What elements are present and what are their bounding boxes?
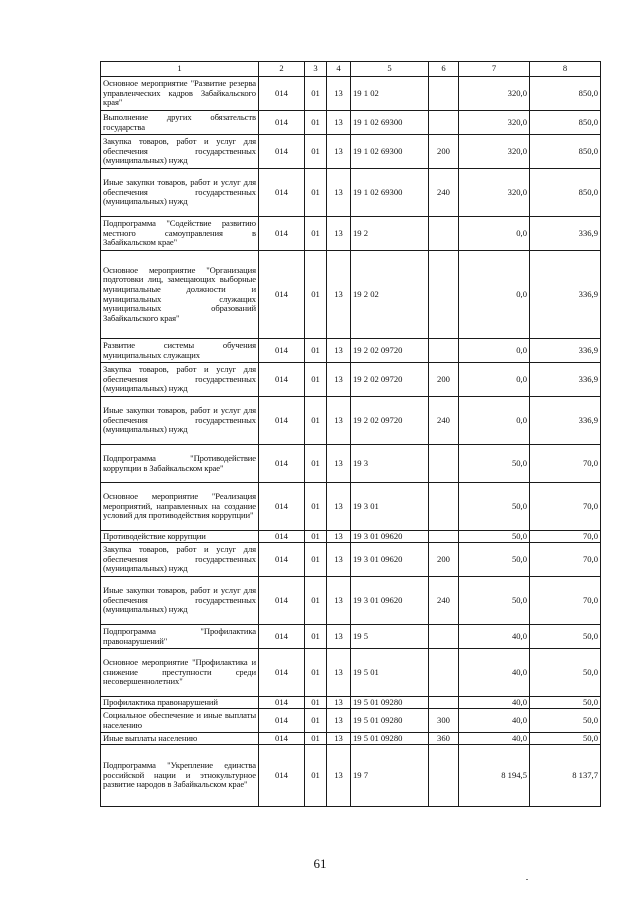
- row-section-cell: 01: [305, 135, 327, 169]
- row-amount-cell: 0,0: [459, 363, 530, 397]
- row-subsection-cell: 13: [327, 251, 351, 339]
- header-cell: 1: [101, 62, 259, 77]
- row-target-article-cell: 19 5 01 09280: [351, 733, 429, 745]
- row-amount-cell: 40,0: [459, 733, 530, 745]
- row-subsection-cell: 13: [327, 111, 351, 135]
- row-amount-cell: 40,0: [459, 709, 530, 733]
- row-section-cell: 01: [305, 697, 327, 709]
- row-expense-type-cell: 240: [429, 577, 459, 625]
- scan-speck: [526, 879, 528, 880]
- row-section-cell: 01: [305, 543, 327, 577]
- table-header-row: [101, 62, 601, 77]
- row-amount-cell: 50,0: [530, 697, 601, 709]
- table-row: [101, 77, 601, 111]
- row-name-cell: Закупка товаров, работ и услуг для обеспечения государственных (муниципальных) нужд: [101, 363, 259, 397]
- row-amount-cell: 50,0: [459, 543, 530, 577]
- row-code-cell: 014: [259, 77, 305, 111]
- row-expense-type-cell: 240: [429, 397, 459, 445]
- row-code-cell: 014: [259, 745, 305, 807]
- row-expense-type-cell: [429, 251, 459, 339]
- row-expense-type-cell: [429, 445, 459, 483]
- row-name-cell: Социальное обеспечение и иные выплаты населению: [101, 709, 259, 733]
- row-amount-cell: 0,0: [459, 251, 530, 339]
- row-target-article-cell: 19 2 02 09720: [351, 339, 429, 363]
- table-row: [101, 111, 601, 135]
- row-amount-cell: 8 194,5: [459, 745, 530, 807]
- row-amount-cell: 0,0: [459, 217, 530, 251]
- table-row: [101, 397, 601, 445]
- header-cell: 8: [530, 62, 601, 77]
- row-code-cell: 014: [259, 445, 305, 483]
- row-amount-cell: 40,0: [459, 625, 530, 649]
- row-name-cell: Профилактика правонарушений: [101, 697, 259, 709]
- row-code-cell: 014: [259, 577, 305, 625]
- row-amount-cell: 70,0: [530, 445, 601, 483]
- row-target-article-cell: 19 3 01 09620: [351, 577, 429, 625]
- row-section-cell: 01: [305, 397, 327, 445]
- row-code-cell: 014: [259, 363, 305, 397]
- row-expense-type-cell: 240: [429, 169, 459, 217]
- row-subsection-cell: 13: [327, 445, 351, 483]
- row-amount-cell: 850,0: [530, 111, 601, 135]
- row-code-cell: 014: [259, 397, 305, 445]
- row-amount-cell: 320,0: [459, 135, 530, 169]
- table-row: [101, 709, 601, 733]
- row-amount-cell: 50,0: [459, 445, 530, 483]
- row-subsection-cell: 13: [327, 169, 351, 217]
- row-amount-cell: 50,0: [530, 649, 601, 697]
- table-row: [101, 483, 601, 531]
- row-amount-cell: 320,0: [459, 111, 530, 135]
- row-expense-type-cell: [429, 111, 459, 135]
- row-section-cell: 01: [305, 709, 327, 733]
- row-amount-cell: 0,0: [459, 339, 530, 363]
- row-target-article-cell: 19 2 02: [351, 251, 429, 339]
- row-target-article-cell: 19 1 02: [351, 77, 429, 111]
- row-subsection-cell: 13: [327, 531, 351, 543]
- row-section-cell: 01: [305, 251, 327, 339]
- row-section-cell: 01: [305, 339, 327, 363]
- row-expense-type-cell: 200: [429, 543, 459, 577]
- row-name-cell: Основное мероприятие "Развитие резерва управленческих кадров Забайкальского края": [101, 77, 259, 111]
- header-cell: 6: [429, 62, 459, 77]
- row-expense-type-cell: [429, 745, 459, 807]
- row-code-cell: 014: [259, 135, 305, 169]
- header-cell: 5: [351, 62, 429, 77]
- row-name-cell: Подпрограмма "Укрепление единства российской нации и этнокультурное развитие народов в Забайкальском крае": [101, 745, 259, 807]
- row-expense-type-cell: 200: [429, 363, 459, 397]
- row-code-cell: 014: [259, 543, 305, 577]
- row-name-cell: Закупка товаров, работ и услуг для обеспечения государственных (муниципальных) нужд: [101, 543, 259, 577]
- row-amount-cell: 40,0: [459, 649, 530, 697]
- header-cell: 7: [459, 62, 530, 77]
- row-code-cell: 014: [259, 709, 305, 733]
- row-name-cell: Основное мероприятие "Реализация мероприятий, направленных на создание условий для противодействия коррупции": [101, 483, 259, 531]
- row-code-cell: 014: [259, 217, 305, 251]
- row-section-cell: 01: [305, 531, 327, 543]
- row-expense-type-cell: 200: [429, 135, 459, 169]
- row-expense-type-cell: 360: [429, 733, 459, 745]
- row-target-article-cell: 19 2 02 09720: [351, 363, 429, 397]
- row-code-cell: 014: [259, 111, 305, 135]
- row-subsection-cell: 13: [327, 649, 351, 697]
- row-expense-type-cell: [429, 697, 459, 709]
- row-amount-cell: 336,9: [530, 217, 601, 251]
- table-row: [101, 531, 601, 543]
- row-subsection-cell: 13: [327, 483, 351, 531]
- row-amount-cell: 70,0: [530, 483, 601, 531]
- row-amount-cell: 70,0: [530, 543, 601, 577]
- budget-table: [100, 61, 601, 807]
- row-expense-type-cell: [429, 483, 459, 531]
- row-code-cell: 014: [259, 483, 305, 531]
- table-row: [101, 339, 601, 363]
- row-section-cell: 01: [305, 483, 327, 531]
- row-amount-cell: 50,0: [530, 733, 601, 745]
- row-subsection-cell: 13: [327, 135, 351, 169]
- row-target-article-cell: 19 1 02 69300: [351, 169, 429, 217]
- row-target-article-cell: 19 1 02 69300: [351, 111, 429, 135]
- row-amount-cell: 850,0: [530, 77, 601, 111]
- row-subsection-cell: 13: [327, 363, 351, 397]
- row-code-cell: 014: [259, 169, 305, 217]
- table-row: [101, 251, 601, 339]
- row-expense-type-cell: [429, 625, 459, 649]
- row-amount-cell: 50,0: [530, 709, 601, 733]
- row-target-article-cell: 19 2 02 09720: [351, 397, 429, 445]
- table-row: [101, 649, 601, 697]
- header-cell: 4: [327, 62, 351, 77]
- row-name-cell: Иные выплаты населению: [101, 733, 259, 745]
- table-row: [101, 697, 601, 709]
- row-expense-type-cell: [429, 531, 459, 543]
- page-number: 61: [313, 856, 327, 871]
- row-target-article-cell: 19 3 01 09620: [351, 543, 429, 577]
- row-name-cell: Закупка товаров, работ и услуг для обеспечения государственных (муниципальных) нужд: [101, 135, 259, 169]
- row-section-cell: 01: [305, 649, 327, 697]
- row-subsection-cell: 13: [327, 397, 351, 445]
- row-subsection-cell: 13: [327, 625, 351, 649]
- table-row: [101, 363, 601, 397]
- row-target-article-cell: 19 5 01 09280: [351, 709, 429, 733]
- row-amount-cell: 50,0: [530, 625, 601, 649]
- row-code-cell: 014: [259, 733, 305, 745]
- table-row: [101, 543, 601, 577]
- row-name-cell: Иные закупки товаров, работ и услуг для обеспечения государственных (муниципальных) нужд: [101, 577, 259, 625]
- table-row: [101, 445, 601, 483]
- row-target-article-cell: 19 5 01 09280: [351, 697, 429, 709]
- row-name-cell: Противодействие коррупции: [101, 531, 259, 543]
- row-subsection-cell: 13: [327, 543, 351, 577]
- row-name-cell: Иные закупки товаров, работ и услуг для обеспечения государственных (муниципальных) нужд: [101, 397, 259, 445]
- row-target-article-cell: 19 3: [351, 445, 429, 483]
- row-subsection-cell: 13: [327, 697, 351, 709]
- row-section-cell: 01: [305, 217, 327, 251]
- row-amount-cell: 70,0: [530, 531, 601, 543]
- table-row: [101, 169, 601, 217]
- row-code-cell: 014: [259, 531, 305, 543]
- row-amount-cell: 50,0: [459, 577, 530, 625]
- row-amount-cell: 850,0: [530, 169, 601, 217]
- row-amount-cell: 336,9: [530, 251, 601, 339]
- row-amount-cell: 320,0: [459, 169, 530, 217]
- row-name-cell: Развитие системы обучения муниципальных служащих: [101, 339, 259, 363]
- row-amount-cell: 0,0: [459, 397, 530, 445]
- row-subsection-cell: 13: [327, 733, 351, 745]
- row-expense-type-cell: [429, 217, 459, 251]
- row-section-cell: 01: [305, 77, 327, 111]
- row-name-cell: Подпрограмма "Профилактика правонарушений": [101, 625, 259, 649]
- row-target-article-cell: 19 2: [351, 217, 429, 251]
- row-code-cell: 014: [259, 697, 305, 709]
- row-section-cell: 01: [305, 733, 327, 745]
- row-name-cell: Подпрограмма "Противодействие коррупции в Забайкальском крае": [101, 445, 259, 483]
- row-section-cell: 01: [305, 625, 327, 649]
- row-code-cell: 014: [259, 339, 305, 363]
- row-target-article-cell: 19 1 02 69300: [351, 135, 429, 169]
- table-row: [101, 577, 601, 625]
- table-row: [101, 625, 601, 649]
- table-row: [101, 217, 601, 251]
- row-section-cell: 01: [305, 111, 327, 135]
- row-section-cell: 01: [305, 169, 327, 217]
- row-name-cell: Иные закупки товаров, работ и услуг для обеспечения государственных (муниципальных) нужд: [101, 169, 259, 217]
- row-amount-cell: 336,9: [530, 363, 601, 397]
- row-expense-type-cell: 300: [429, 709, 459, 733]
- table-row: [101, 733, 601, 745]
- header-cell: 3: [305, 62, 327, 77]
- table-row: [101, 135, 601, 169]
- row-subsection-cell: 13: [327, 745, 351, 807]
- row-amount-cell: 336,9: [530, 339, 601, 363]
- row-amount-cell: 850,0: [530, 135, 601, 169]
- row-target-article-cell: 19 3 01 09620: [351, 531, 429, 543]
- row-target-article-cell: 19 5: [351, 625, 429, 649]
- row-amount-cell: 320,0: [459, 77, 530, 111]
- row-section-cell: 01: [305, 577, 327, 625]
- row-section-cell: 01: [305, 445, 327, 483]
- row-expense-type-cell: [429, 339, 459, 363]
- row-subsection-cell: 13: [327, 339, 351, 363]
- row-code-cell: 014: [259, 649, 305, 697]
- row-name-cell: Основное мероприятие "Организация подготовки лиц, замещающих выборные муниципальные должности и муниципальных служащих муниципальных образований Забайкальского края": [101, 251, 259, 339]
- row-amount-cell: 50,0: [459, 483, 530, 531]
- row-expense-type-cell: [429, 77, 459, 111]
- row-amount-cell: 40,0: [459, 697, 530, 709]
- row-code-cell: 014: [259, 251, 305, 339]
- header-cell: 2: [259, 62, 305, 77]
- row-name-cell: Основное мероприятие "Профилактика и снижение преступности среди несовершеннолетних": [101, 649, 259, 697]
- row-section-cell: 01: [305, 745, 327, 807]
- row-target-article-cell: 19 3 01: [351, 483, 429, 531]
- row-name-cell: Подпрограмма "Содействие развитию местного самоуправления в Забайкальском крае": [101, 217, 259, 251]
- row-name-cell: Выполнение других обязательств государства: [101, 111, 259, 135]
- row-amount-cell: 50,0: [459, 531, 530, 543]
- table-body: [101, 77, 601, 807]
- row-amount-cell: 8 137,7: [530, 745, 601, 807]
- row-amount-cell: 336,9: [530, 397, 601, 445]
- row-amount-cell: 70,0: [530, 577, 601, 625]
- row-code-cell: 014: [259, 625, 305, 649]
- row-subsection-cell: 13: [327, 217, 351, 251]
- row-subsection-cell: 13: [327, 709, 351, 733]
- row-target-article-cell: 19 7: [351, 745, 429, 807]
- row-section-cell: 01: [305, 363, 327, 397]
- row-target-article-cell: 19 5 01: [351, 649, 429, 697]
- table-row: [101, 745, 601, 807]
- row-subsection-cell: 13: [327, 577, 351, 625]
- row-subsection-cell: 13: [327, 77, 351, 111]
- row-expense-type-cell: [429, 649, 459, 697]
